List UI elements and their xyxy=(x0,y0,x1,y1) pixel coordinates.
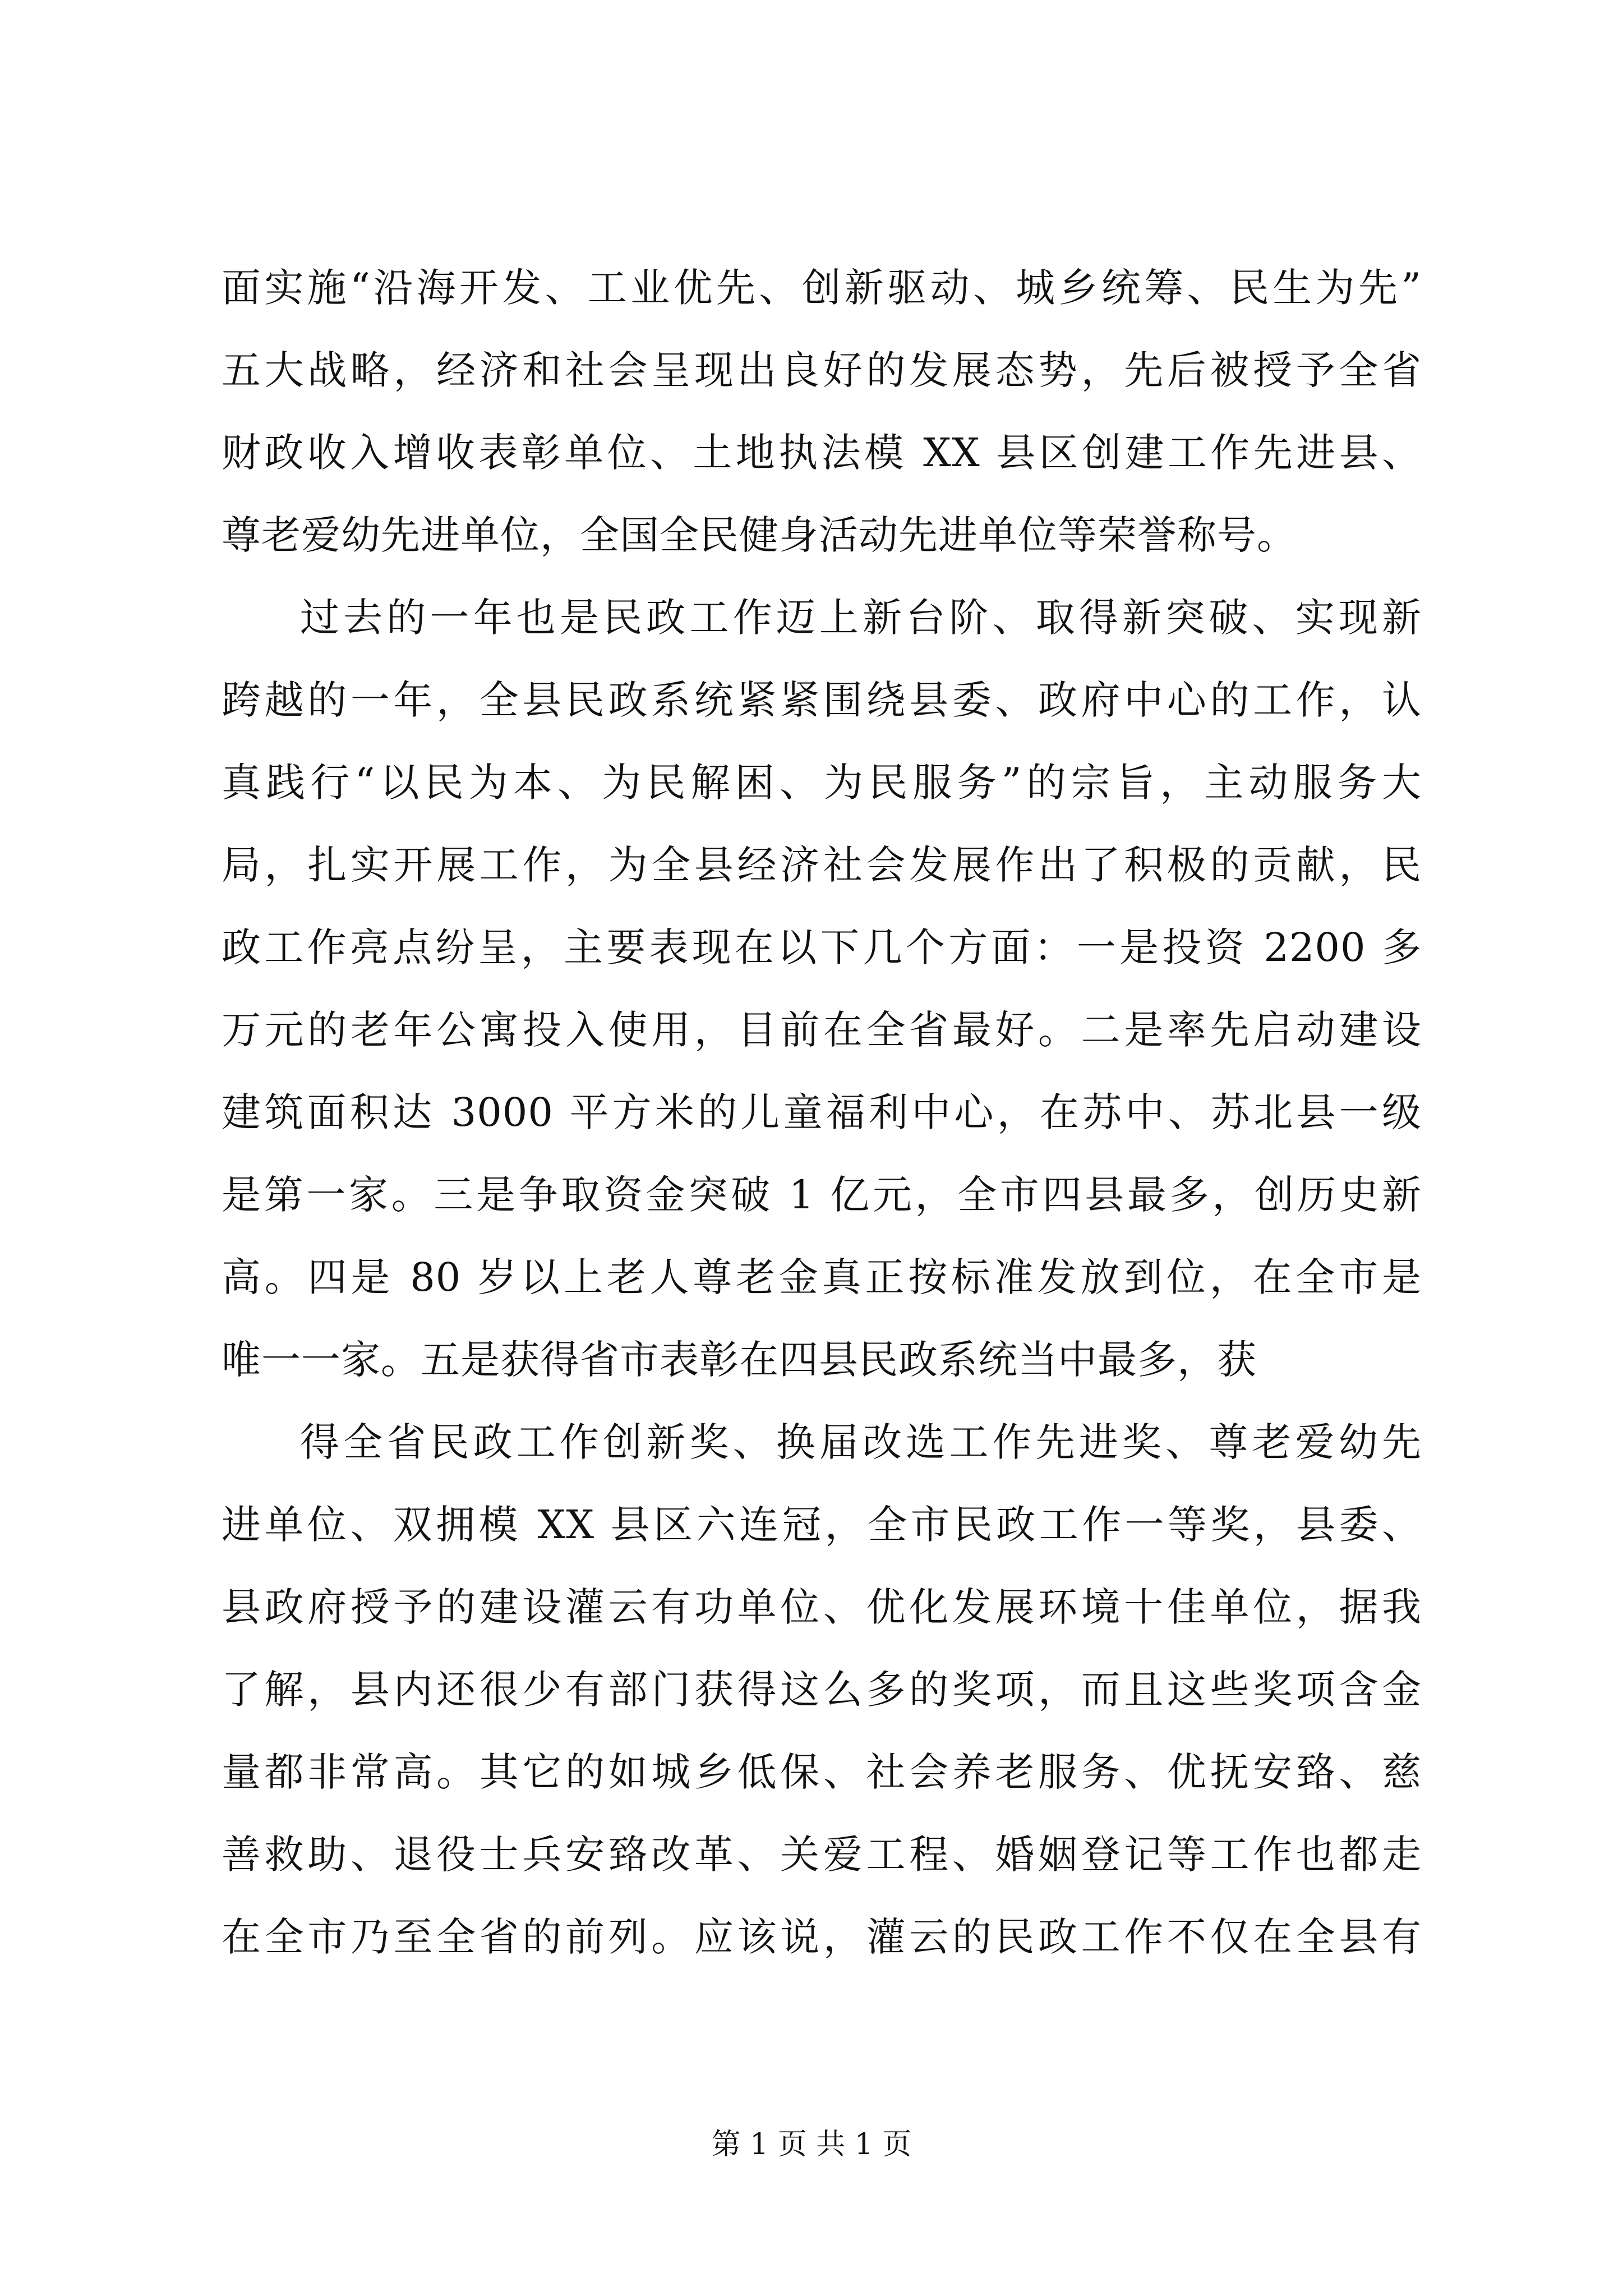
text-line: 善救助、退役士兵安臵改革、关爱工程、婚姻登记等工作也都走 xyxy=(222,1832,1422,1878)
text-line: 五大战略，经济和社会呈现出良好的发展态势，先后被授予全省 xyxy=(222,347,1422,393)
text-line: 面实施“沿海开发、工业优先、创新驱动、城乡统筹、民生为先” xyxy=(222,265,1422,311)
text-line: 跨越的一年，全县民政系统紧紧围绕县委、政府中心的工作，认 xyxy=(222,677,1422,723)
body-text xyxy=(222,247,1422,1978)
text-line: 财政收入增收表彰单位、土地执法模 XX 县区创建工作先进县、 xyxy=(222,430,1422,476)
text-line: 了解，县内还很少有部门获得这么多的奖项，而且这些奖项含金 xyxy=(222,1667,1422,1713)
text-line: 真践行“以民为本、为民解困、为民服务”的宗旨，主动服务大 xyxy=(222,760,1422,806)
text-line: 进单位、双拥模 XX 县区六连冠，全市民政工作一等奖，县委、 xyxy=(222,1502,1422,1548)
text-line: 局，扎实开展工作，为全县经济社会发展作出了积极的贡献，民 xyxy=(222,842,1422,888)
text-line: 量都非常高。其它的如城乡低保、社会养老服务、优抚安臵、慈 xyxy=(222,1749,1422,1795)
text-line: 是第一家。三是争取资金突破 1 亿元，全市四县最多，创历史新 xyxy=(222,1172,1422,1218)
text-line: 过去的一年也是民政工作迈上新台阶、取得新突破、实现新 xyxy=(300,595,1422,641)
text-line: 在全市乃至全省的前列。应该说，灌云的民政工作不仅在全县有 xyxy=(222,1914,1422,1960)
text-line: 唯一一家。五是获得省市表彰在四县民政系统当中最多，获 xyxy=(222,1337,1257,1383)
text-line: 尊老爱幼先进单位，全国全民健身活动先进单位等荣誉称号。 xyxy=(222,512,1297,558)
page-footer: 第 1 页 共 1 页 xyxy=(711,2128,912,2161)
text-line: 建筑面积达 3000 平方米的儿童福利中心，在苏中、苏北县一级 xyxy=(222,1089,1422,1135)
text-line: 得全省民政工作创新奖、换届改选工作先进奖、尊老爱幼先 xyxy=(300,1419,1422,1465)
text-line: 高。四是 80 岁以上老人尊老金真正按标准发放到位，在全市是 xyxy=(222,1254,1422,1300)
text-line: 县政府授予的建设灌云有功单位、优化发展环境十佳单位，据我 xyxy=(222,1584,1422,1630)
text-line: 万元的老年公寓投入使用，目前在全省最好。二是率先启动建设 xyxy=(222,1007,1422,1053)
text-line: 政工作亮点纷呈，主要表现在以下几个方面：一是投资 2200 多 xyxy=(222,924,1422,970)
